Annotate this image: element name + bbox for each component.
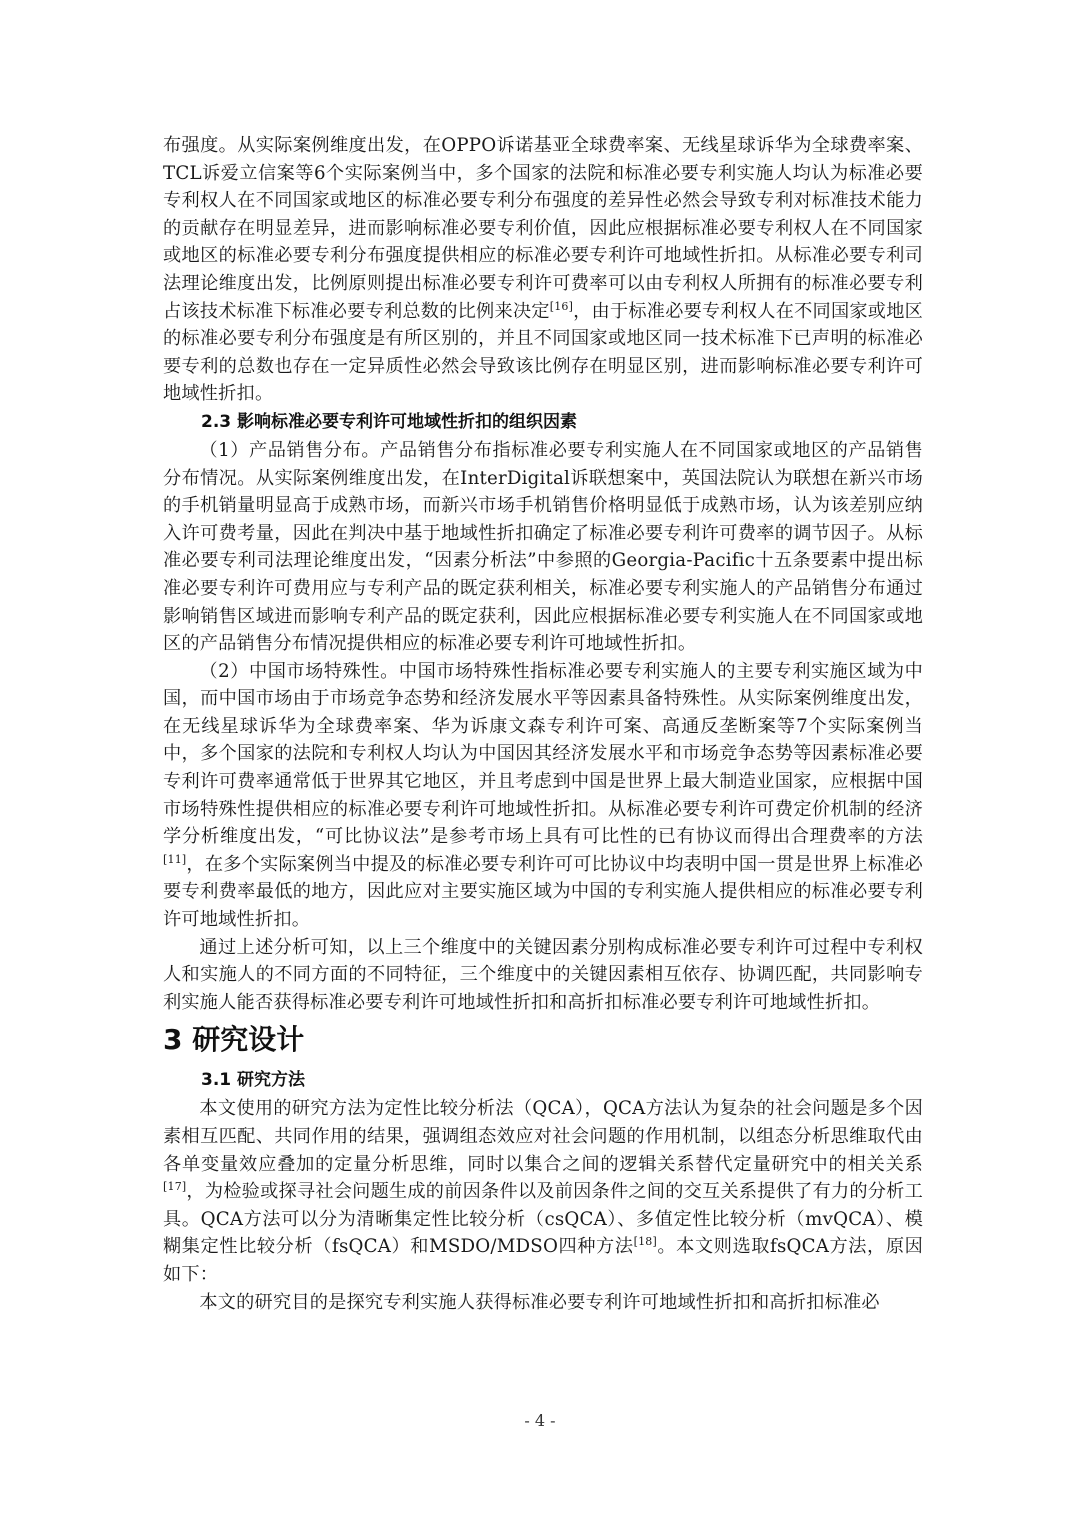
page-number: - 4 - (524, 1411, 556, 1430)
paragraph-continuation (163, 132, 923, 408)
section-heading-3-1: 3.1 研究方法 (201, 1070, 306, 1091)
citation-ref: [17] (163, 1180, 187, 1194)
paragraph-text: 布强度。从实际案例维度出发，在OPPO诉诺基亚全球费率案、无线星球诉华为全球费率案、TCL诉爱立信案等6个实际案例当中，多个国家的法院和标准必要专利实施人均认为标准必要专利权人在不同国家或地区的标准必要专利分布强度的差异性必然会导致专利对标准技术能力的贡献存在明显差异，进而影响标准必要专利价值，因此应根据标准必要专利权人在不同国家或地区的标准必要专利分布强度提供相应的标准必要专利许可地域性折扣。从标准必要专利司法理论维度出发，比例原则提出标准必要专利许可费率可以由专利权人所拥有的标准必要专利占该技术标准下标准必要专利总数的比例来决定 (163, 135, 923, 322)
paragraph-china-market (163, 658, 923, 934)
paragraph-text: ，在多个实际案例当中提及的标准必要专利许可可比协议中均表明中国一贯是世界上标准必要专利费率最低的地方，因此应对主要实施区域为中国的专利实施人提供相应的标准必要专利许可地域性折扣。 (163, 853, 923, 931)
section-heading-2-3: 2.3 影响标准必要专利许可地域性折扣的组织因素 (201, 411, 578, 432)
citation-ref: [11] (163, 852, 187, 866)
paragraph-method (163, 1095, 923, 1288)
citation-ref: [18] (633, 1235, 657, 1249)
citation-ref: [16] (549, 299, 574, 313)
page-body (163, 132, 923, 1316)
paragraph-text: 。本文则选取fsQCA方法，原因如下： (163, 1236, 923, 1285)
paragraph-text: ，由于标准必要专利权人在不同国家或地区的标准必要专利分布强度是有所区别的，并且不同国家或地区同一技术标准下已声明的标准必要专利的总数也存在一定异质性必然会导致该比例存在明显区别，进而影响标准必要专利许可地域性折扣。 (163, 300, 923, 405)
paragraph-summary: 通过上述分析可知，以上三个维度中的关键因素分别构成标准必要专利许可过程中专利权人和实施人的不同方面的不同特征，三个维度中的关键因素相互依存、协调匹配，共同影响专利实施人能否获得标准必要专利许可地域性折扣和高折扣标准必要专利许可地域性折扣。 (163, 936, 923, 1013)
paragraph-text: （2）中国市场特殊性。中国市场特殊性指标准必要专利实施人的主要专利实施区域为中国，而中国市场由于市场竞争态势和经济发展水平等因素具备特殊性。从实际案例维度出发，在无线星球诉华为全球费率案、华为诉康文森专利许可案、高通反垄断案等7个实际案例当中，多个国家的法院和专利权人均认为中国因其经济发展水平和市场竞争态势等因素标准必要专利许可费率通常低于世界其它地区，并且考虑到中国是世界上最大制造业国家，应根据中国市场特殊性提供相应的标准必要专利许可地域性折扣。从标准必要专利许可费定价机制的经济学分析维度出发，“可比协议法”是参考市场上具有可比性的已有协议而得出合理费率的方法 (163, 660, 923, 848)
paragraph-product-sales: （1）产品销售分布。产品销售分布指标准必要专利实施人在不同国家或地区的产品销售分布情况。从实际案例维度出发，在InterDigital诉联想案中，英国法院认为联想在新兴市场的手机销量明显高于成熟市场，而新兴市场手机销售价格明显低于成熟市场，认为该差别应纳入许可费考量，因此在判决中基于地域性折扣确定了标准必要专利许可费率的调节因子。从标准必要专利司法理论维度出发，“因素分析法”中参照的Georgia-Pacific十五条要素中提出标准必要专利许可费用应与专利产品的既定获利相关，标准必要专利实施人的产品销售分布通过影响销售区域进而影响专利产品的既定获利，因此应根据标准必要专利实施人在不同国家或地区的产品销售分布情况提供相应的标准必要专利许可地域性折扣。 (163, 439, 923, 655)
section-heading-3: 3 研究设计 (163, 1023, 305, 1057)
paragraph-text: ，为检验或探寻社会问题生成的前因条件以及前因条件之间的交互关系提供了有力的分析工具。QCA方法可以分为清晰集定性比较分析（csQCA）、多值定性比较分析（mvQCA）、模糊集定性比较分析（fsQCA）和MSDO/MDSO四种方法 (163, 1181, 923, 1258)
paragraph-text: 本文使用的研究方法为定性比较分析法（QCA），QCA方法认为复杂的社会问题是多个因素相互匹配、共同作用的结果，强调组态效应对社会问题的作用机制，以组态分析思维取代由各单变量效应叠加的定量分析思维，同时以集合之间的逻辑关系替代定量研究中的相关关系 (163, 1098, 923, 1175)
paragraph-research-purpose: 本文的研究目的是探究专利实施人获得标准必要专利许可地域性折扣和高折扣标准必 (199, 1291, 880, 1313)
